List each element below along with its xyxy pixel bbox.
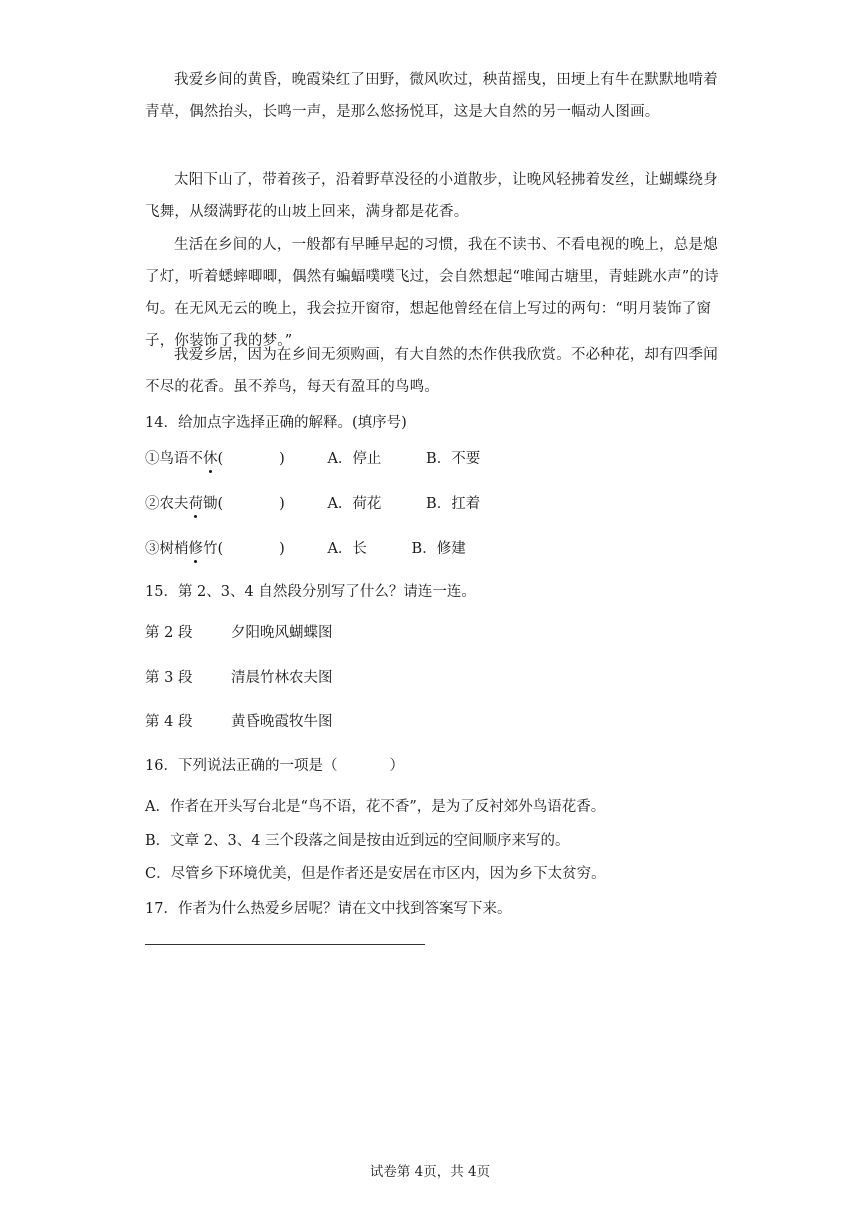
question-16-option-b[interactable]: B．文章 2、3、4 三个段落之间是按由近到远的空间顺序来写的。 — [145, 833, 570, 849]
match-row-1 — [145, 621, 333, 642]
question-14-item-3 — [145, 537, 466, 558]
option-a: A．长 — [327, 541, 367, 557]
question-15-stem: 15．第 2、3、4 自然段分别写了什么？请连一连。 — [145, 584, 476, 600]
option-b: B．修建 — [411, 541, 466, 557]
question-16-option-a[interactable]: A．作者在开头写台北是“鸟不语，花不香”，是为了反衬郊外鸟语花香。 — [145, 799, 606, 815]
passage-paragraph-1: 我爱乡间的黄昏，晚霞染红了田野，微风吹过，秧苗摇曳，田埂上有牛在默默地啃着青草，偶然抬头，长鸣一声，是那么悠扬悦耳，这是大自然的另一幅动人图画。 — [145, 72, 718, 120]
question-14-item-1 — [145, 447, 480, 468]
passage-paragraph-2: 太阳下山了，带着孩子，沿着野草没径的小道散步，让晚风轻拂着发丝，让蝴蝶绕身飞舞，从缀满野花的山坡上回来，满身都是花香。 — [145, 172, 718, 220]
item-prefix: ①鸟语不 — [145, 451, 203, 467]
question-16-close: ） — [389, 758, 404, 774]
match-row-3 — [145, 710, 333, 731]
option-b: B．不要 — [426, 451, 481, 467]
match-left-item[interactable]: 第 3 段 — [145, 670, 193, 686]
option-a: A．荷花 — [327, 496, 382, 512]
item-prefix: ③树梢 — [145, 541, 189, 557]
question-14-item-2 — [145, 492, 480, 513]
dotted-character: 修 — [189, 537, 204, 558]
passage-paragraph-4: 我爱乡居，因为在乡间无须购画，有大自然的杰作供我欣赏。不必种花，却有四季闻不尽的花香。虽不养鸟，每天有盈耳的鸟鸣。 — [145, 347, 718, 395]
answer-line[interactable] — [145, 944, 425, 945]
match-left-item[interactable]: 第 2 段 — [145, 625, 193, 641]
item-prefix: ②农夫 — [145, 496, 189, 512]
question-16-stem — [145, 754, 404, 775]
item-close: ) — [279, 541, 285, 557]
match-right-item[interactable]: 夕阳晚风蝴蝶图 — [231, 625, 333, 641]
page-footer: 试卷第 4页，共 4页 — [369, 1164, 491, 1180]
item-close: ) — [279, 496, 285, 512]
question-17-stem: 17．作者为什么热爱乡居呢？请在文中找到答案写下来。 — [145, 901, 512, 917]
option-b: B．扛着 — [426, 496, 481, 512]
question-16-option-c[interactable]: C．尽管乡下环境优美，但是作者还是安居在市区内，因为乡下太贫穷。 — [145, 866, 606, 882]
item-suffix: 竹( — [203, 541, 224, 557]
passage-paragraph-3: 生活在乡间的人，一般都有早睡早起的习惯，我在不读书、不看电视的晚上，总是熄了灯，听着蟋蟀唧唧，偶然有蝙蝠噗噗飞过，会自然想起“唯闻古塘里，青蛙跳水声”的诗句。在无风无云的晚上，我会拉开窗帘，想起他曾经在信上写过的两句：“明月装饰了窗子，你装饰了我的梦。” — [145, 237, 719, 349]
dotted-character: 休 — [203, 447, 218, 468]
item-suffix: ( — [217, 451, 224, 467]
match-right-item[interactable]: 黄昏晚霞牧牛图 — [231, 714, 333, 730]
option-a: A．停止 — [327, 451, 382, 467]
item-suffix: 锄( — [203, 496, 224, 512]
match-right-item[interactable]: 清晨竹林农夫图 — [231, 670, 333, 686]
match-left-item[interactable]: 第 4 段 — [145, 714, 193, 730]
item-close: ) — [279, 451, 285, 467]
dotted-character: 荷 — [189, 492, 204, 513]
question-14-stem: 14．给加点字选择正确的解释。(填序号) — [145, 415, 407, 431]
question-16-text: 16．下列说法正确的一项是（ — [145, 758, 338, 774]
match-row-2 — [145, 666, 333, 687]
